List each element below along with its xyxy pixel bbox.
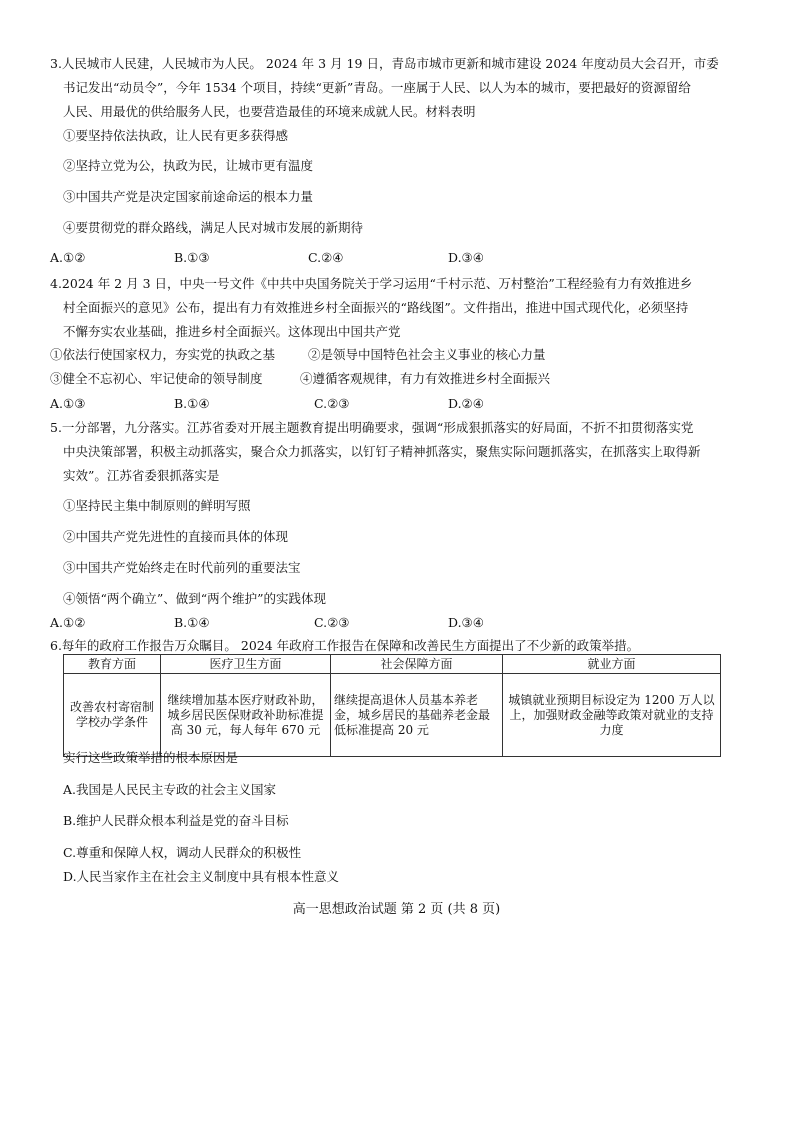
q6-prompt: 实行这些政策举措的根本原因是 — [63, 750, 239, 765]
q4-item-4: ④遵循客观规律，有力有效推进乡村全面振兴 — [300, 371, 551, 386]
q4-item-2: ②是领导中国特色社会主义事业的核心力量 — [308, 347, 546, 362]
q3-option-b: B.①③ — [174, 250, 210, 265]
q3-item-1: ①要坚持依法执政，让人民有更多获得感 — [63, 128, 289, 143]
q6-option-a: A.我国是人民民主专政的社会主义国家 — [63, 782, 277, 797]
q5-option-c: C.②③ — [314, 615, 350, 630]
q6-option-c: C.尊重和保障人权，调动人民群众的积极性 — [63, 845, 302, 860]
q3-option-c: C.②④ — [308, 250, 344, 265]
table-cell-social-security: 继续提高退休人员基本养老金，城乡居民的基础养老金最低标准提高 20 元 — [331, 674, 503, 757]
q4-option-c: C.②③ — [314, 396, 350, 411]
q5-stem-line-3: 实效”。江苏省委狠抓落实是 — [63, 468, 220, 483]
q6-option-d: D.人民当家作主在社会主义制度中具有根本性意义 — [63, 869, 340, 884]
q5-option-b: B.①④ — [174, 615, 210, 630]
q3-stem-line-2: 书记发出“动员令”，今年 1534 个项目，持续“更新”青岛。一座属于人民、以人为本的城市，要把最好的资源留给 — [63, 80, 691, 95]
q6-option-b: B.维护人民群众根本利益是党的奋斗目标 — [63, 813, 289, 828]
q5-option-a: A.①② — [50, 615, 86, 630]
table-header-row — [64, 655, 721, 674]
q4-option-b: B.①④ — [174, 396, 210, 411]
table-cell-medical: 继续增加基本医疗财政补助，城乡居民医保财政补助标准提高 30 元，每人每年 670 元 — [161, 674, 331, 757]
table-cell-education: 改善农村寄宿制学校办学条件 — [64, 674, 161, 757]
page-footer: 高一思想政治试题 第 2 页 (共 8 页) — [292, 902, 501, 917]
q5-stem-line-2: 中央決策部署，积极主动抓落实，聚合众力抓落实，以钉钉子精神抓落实，聚焦实际问题抓落实，在抓落实上取得新 — [63, 444, 701, 459]
q5-stem-line-1: 5.一分部署，九分落实。江苏省委对开展主题教育提出明确要求，强调“形成狠抓落实的好局面，不折不扣贯彻落实党 — [50, 420, 694, 435]
q3-option-a: A.①② — [50, 250, 86, 265]
q3-item-2: ②坚持立党为公，执政为民，让城市更有温度 — [63, 158, 314, 173]
q3-option-d: D.③④ — [448, 250, 484, 265]
table-header: 教育方面 — [64, 655, 161, 674]
q3-stem-line-1: 3.人民城市人民建，人民城市为人民。 2024 年 3 月 19 日，青岛市城市更新和城市建设 2024 年度动员大会召开，市委 — [50, 56, 719, 71]
table-cell-employment: 城镇就业预期目标设定为 1200 万人以上，加强财政金融等政策对就业的支持力度 — [503, 674, 721, 757]
table-header: 就业方面 — [503, 655, 721, 674]
q3-item-3: ③中国共产党是决定国家前途命运的根本力量 — [63, 189, 314, 204]
table-header: 医疗卫生方面 — [161, 655, 331, 674]
table-header: 社会保障方面 — [331, 655, 503, 674]
q4-option-d: D.②④ — [448, 396, 484, 411]
q3-item-4: ④要贯彻党的群众路线，满足人民对城市发展的新期待 — [63, 220, 364, 235]
q5-option-d: D.③④ — [448, 615, 484, 630]
q3-stem-line-3: 人民、用最优的供给服务人民，也要营造最佳的环境来成就人民。材料表明 — [63, 104, 476, 119]
table-row — [64, 674, 721, 757]
q4-stem-line-3: 不懈夯实农业基础，推进乡村全面振兴。这体现出中国共产党 — [63, 324, 401, 339]
policy-table — [63, 654, 721, 757]
q4-item-1: ①依法行使国家权力，夯实党的执政之基 — [50, 347, 276, 362]
q5-item-2: ②中国共产党先进性的直接而具体的体现 — [63, 529, 289, 544]
q5-item-1: ①坚持民主集中制原则的鲜明写照 — [63, 498, 251, 513]
q4-stem-line-1: 4.2024 年 2 月 3 日，中央一号文件《中共中央国务院关于学习运用“千村示范、万村整治”工程经验有力有效推进乡 — [50, 276, 693, 291]
q5-item-4: ④领悟“两个确立”、做到“两个维护”的实践体现 — [63, 591, 327, 606]
q4-option-a: A.①③ — [50, 396, 86, 411]
q5-item-3: ③中国共产党始终走在时代前列的重要法宝 — [63, 560, 301, 575]
q6-stem: 6.每年的政府工作报告万众瞩目。 2024 年政府工作报告在保障和改善民生方面提出了不少新的政策举措。 — [50, 638, 640, 653]
q4-item-3: ③健全不忘初心、牢记使命的领导制度 — [50, 371, 263, 386]
q4-stem-line-2: 村全面振兴的意见》公布，提出有力有效推进乡村全面振兴的“路线图”。文件指出，推进中国式现代化，必须坚持 — [63, 300, 689, 315]
